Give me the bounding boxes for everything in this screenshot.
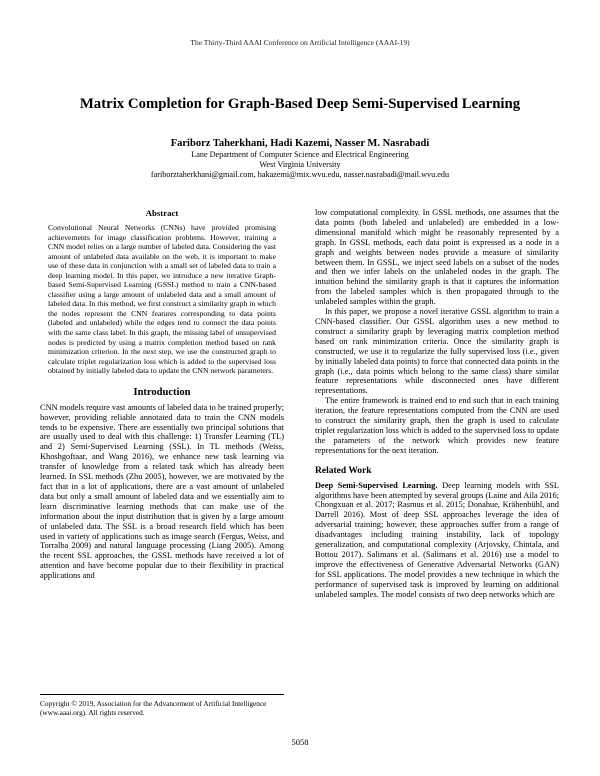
left-column xyxy=(40,208,284,581)
author-emails: fariborztaherkhani@gmail.com, hakazemi@mix.wvu.edu, nasser.nasrabadi@mail.wvu.edu xyxy=(150,170,450,179)
paper-title: Matrix Completion for Graph-Based Deep Semi-Supervised Learning xyxy=(79,96,521,112)
conference-header: The Thirty-Third AAAI Conference on Artificial Intelligence (AAAI-19) xyxy=(190,38,410,47)
related-work-text: Deep learning models with SSL algorithms have been attempted by several groups (Laine and Aila 2016; Chongxuan et al. 2017; Rasmus et al. 2015; Donahue, Krähenbühl, and Darrell 2016). Most of deep SSL approaches leverage the idea of adversarial training; however, these approaches suffer from a range of disadvantages including training instability, lack of topology generalization, and computational complexity (Arjovsky, Chintala, and Bottou 2017). Salimans et al. (Salimans et al. 2016) use a model to improve the effectiveness of Generative Adversarial Networks (GAN) for SSL applications. The model provides a new technique in which the performance of supervised task is improved by learning on additional unlabeled samples. The model consists of two deep networks which are xyxy=(315,480,560,599)
page-number: 5058 xyxy=(291,737,309,747)
right-column xyxy=(315,208,559,600)
introduction-paragraph-3: In this paper, we propose a novel iterative GSSL algorithm to train a CNN-based classifier. Our GSSL algorithm uses a new method to construct a similarity graph by leveraging matrix completion method based on rank minimization criteria. Once the similarity graph is constructed, we use it to regularize the fully supervised loss (i.e., given by initially labeled data points) to force that connected data points in the graph (i.e., data points which belong to the same class) share similar feature representations while disconnected ones have different representations. xyxy=(315,307,559,396)
abstract-heading: Abstract xyxy=(145,208,179,218)
affiliation-university: West Virginia University xyxy=(259,160,341,169)
related-work-paragraph xyxy=(315,481,559,600)
copyright-footnote: Copyright © 2019, Association for the Advancement of Artificial Intelligence (www.aaai.org). All rights reserved. xyxy=(40,694,284,717)
abstract-text: Convolutional Neural Networks (CNNs) have provided promising achievements for image classification problems. However, training a CNN model relies on a large number of labeled data. Considering the vast amount of unlabeled data available on the web, it is important to make use of these data in conjunction with a small set of labeled data to train a deep learning model. In this paper, we introduce a new iterative Graph-based Semi-Supervised Learning (GSSL) method to train a CNN-based classifier using a large amount of unlabeled data and a small amount of labeled data. In this method, we first construct a similarity graph in which the nodes represent the CNN features corresponding to data points (labeled and unlabeled) while the edges tend to connect the data points with the same class label. In this graph, the missing label of unsupervised nodes is predicted by using a matrix completion method based on rank minimization criterion. In the next step, we use the constructed graph to calculate triplet regularization loss which is added to the supervised loss obtained by initially labeled data to update the CNN network parameters. xyxy=(48,223,276,376)
related-work-lead: Deep Semi-Supervised Learning. xyxy=(315,480,438,490)
author-list: Fariborz Taherkhani, Hadi Kazemi, Nasser M. Nasrabadi xyxy=(170,138,430,149)
introduction-paragraph-4: The entire framework is trained end to end such that in each training iteration, the feature representations computed from the CNN are used to construct the similarity graph, then the graph is used to calculate triplet regularization loss which is added to the supervised loss to update the parameters of the network which provides new feature representations for the next iteration. xyxy=(315,396,559,455)
affiliation-department: Lane Department of Computer Science and Electrical Engineering xyxy=(191,150,409,159)
introduction-paragraph-1: CNN models require vast amounts of labeled data to be trained properly; however, providing reliable annotated data to train the CNN models tends to be expensive. There are essentially two principal solutions that are usually used to deal with this challenge: 1) Transfer Learning (TL) and 2) Semi-Supervised Learning (SSL). In TL methods (Weiss, Khoshgoftaar, and Wang 2016), we enhance new task learning via transfer of knowledge from a related task which has already been learned. In SSL methods (Zhu 2005), however, we are motivated by the fact that in a lot of applications, there are a vast amount of unlabeled data but only a small amount of labeled data and we essentially aim to learn discriminative learning methods that can make use of the information about the input distribution that is given by a large amount of unlabeled data. The SSL is a broad research field which has been used in variety of applications such as image search (Fergus, Weiss, and Torralba 2009) and natural language processing (Liang 2005). Among the recent SSL approaches, the GSSL methods have received a lot of attention and have become popular due to their flexibility in practical applications and xyxy=(40,402,284,581)
introduction-paragraph-2: low computational complexity. In GSSL methods, one assumes that the data points (both labeled and unlabeled) are embedded in a low-dimensional manifold which might be reasonably represented by a graph. In GSSL methods, each data point is expressed as a node in a graph and weights between nodes provide a measure of similarity between them. In GSSL, we inject seed labels on a subset of the nodes and then we infer labels on the unlabeled nodes in the graph. The intuition behind the similarity graph is that it captures the information from the labeled samples which is then propagated through to the unlabeled samples within the graph. xyxy=(315,208,559,307)
introduction-heading: Introduction xyxy=(133,386,191,398)
related-work-heading: Related Work xyxy=(315,465,372,476)
